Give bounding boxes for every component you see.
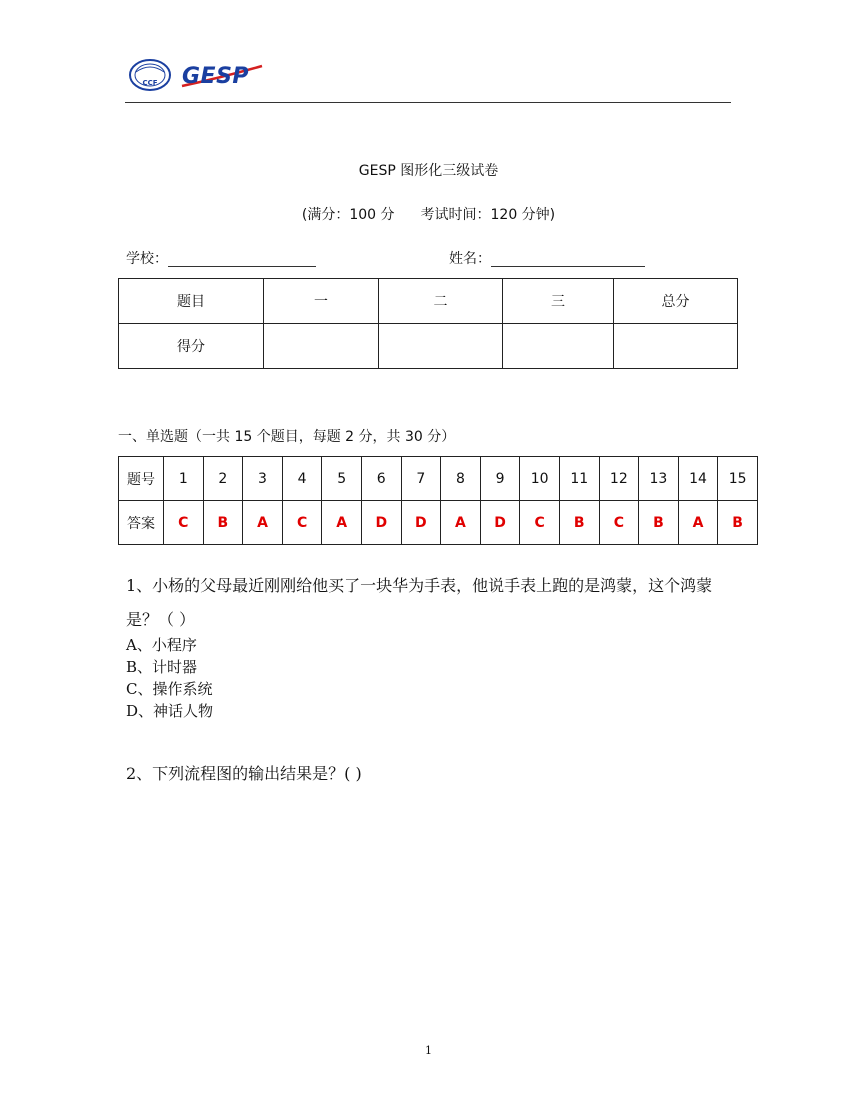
exam-subtitle [0,204,857,224]
answer-cell: B [559,501,599,545]
question-1-option-c: C、操作系统 [126,680,213,698]
question-number: 7 [401,457,441,501]
name-label: 姓名： [449,251,491,267]
answer-cell: C [599,501,639,545]
answer-number-row [119,457,758,501]
score-header-cell: 题目 [119,279,264,324]
school-label: 学校： [126,251,168,267]
question-number: 8 [441,457,481,501]
question-number: 5 [322,457,362,501]
score-cell[interactable] [264,324,379,369]
answer-cell: C [282,501,322,545]
question-number: 13 [639,457,679,501]
score-header-cell: 一 [264,279,379,324]
question-number: 9 [480,457,520,501]
score-header-cell: 二 [379,279,503,324]
name-field [449,248,645,268]
answer-row-label: 答案 [119,501,164,545]
question-number: 11 [559,457,599,501]
question-1-option-d: D、神话人物 [126,702,214,720]
gesp-logo-text: GESP [182,64,250,89]
answer-cell: A [678,501,718,545]
answer-cell: A [243,501,283,545]
duration-text: 考试时间：120 分钟) [420,207,556,223]
score-header-cell: 总分 [614,279,738,324]
section-heading: 一、单选题（一共 15 个题目，每题 2 分，共 30 分） [118,429,456,445]
page-number: 1 [425,1044,432,1057]
score-table [118,278,738,369]
question-1-text-cont: 是？（ ） [126,610,196,629]
answer-cell: A [322,501,362,545]
question-1-option-b: B、计时器 [126,658,198,676]
question-number: 12 [599,457,639,501]
answer-cell: B [639,501,679,545]
question-1-text: 1、小杨的父母最近刚刚给他买了一块华为手表，他说手表上跑的是鸿蒙，这个鸿蒙 [126,576,713,595]
question-number: 14 [678,457,718,501]
answer-cell: D [401,501,441,545]
school-field [126,248,316,268]
score-cell[interactable] [503,324,614,369]
header-rule [125,102,731,103]
answer-cell: D [480,501,520,545]
question-number: 1 [164,457,204,501]
question-2-text: 2、下列流程图的输出结果是？( ) [126,764,362,783]
score-row-label: 得分 [119,324,264,369]
number-row-label: 题号 [119,457,164,501]
question-number: 10 [520,457,560,501]
answer-cell: B [203,501,243,545]
score-header-cell: 三 [503,279,614,324]
answer-cell: D [361,501,401,545]
name-blank[interactable] [491,250,645,267]
score-cell[interactable] [614,324,738,369]
question-1-option-a: A、小程序 [126,636,197,654]
question-number: 2 [203,457,243,501]
gesp-logo [180,60,264,90]
answer-cell: A [441,501,481,545]
score-table-score-row [119,324,738,369]
school-blank[interactable] [168,250,316,267]
answer-cell: C [520,501,560,545]
question-number: 15 [718,457,758,501]
question-number: 3 [243,457,283,501]
answer-cell: B [718,501,758,545]
answer-table [118,456,758,545]
question-number: 6 [361,457,401,501]
score-cell[interactable] [379,324,503,369]
answer-key-row [119,501,758,545]
seal-label: CCF [142,79,158,87]
answer-cell: C [164,501,204,545]
full-score-text: (满分：100 分 [301,207,395,223]
exam-title: GESP 图形化三级试卷 [358,163,499,179]
question-number: 4 [282,457,322,501]
ccf-seal-logo [128,58,172,92]
score-table-header-row [119,279,738,324]
